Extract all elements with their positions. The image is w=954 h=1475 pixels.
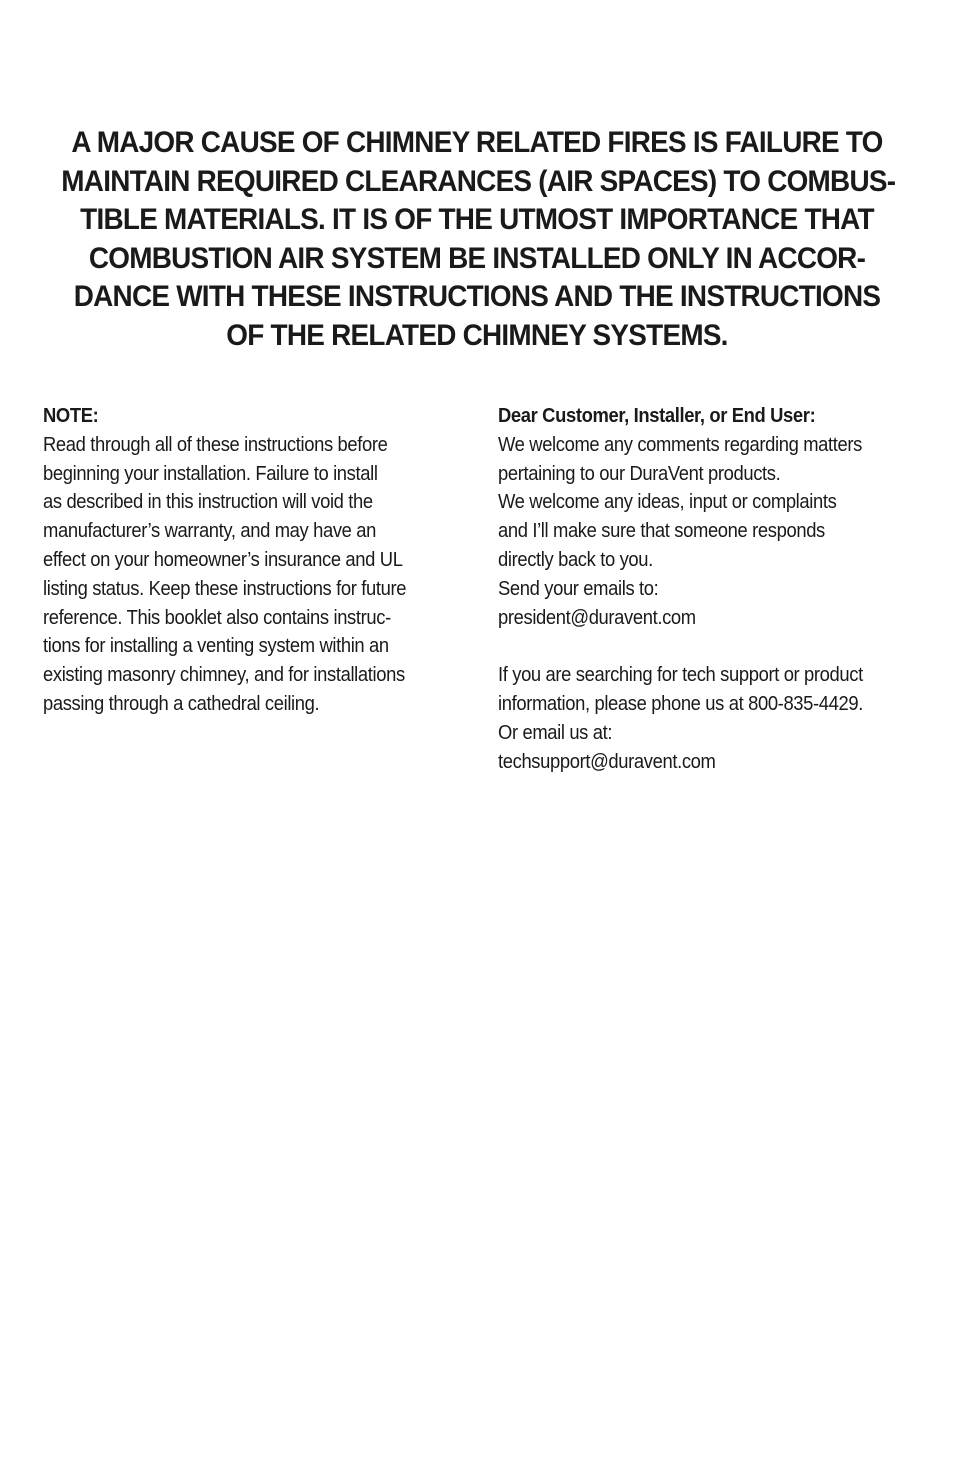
customer-line: pertaining to our DuraVent products.	[498, 462, 781, 485]
note-heading: NOTE:	[43, 405, 99, 427]
note-line: tions for installing a venting system within an	[43, 635, 389, 658]
warning-line: DANCE WITH THESE INSTRUCTIONS AND THE INSTRUCTIONS	[73, 280, 881, 313]
note-line: Read through all of these instructions before	[43, 433, 388, 456]
support-line: Or email us at:	[498, 721, 613, 744]
note-line: beginning your installation. Failure to install	[43, 462, 378, 485]
customer-line: We welcome any ideas, input or complaints	[498, 491, 837, 514]
note-line: effect on your homeowner’s insurance and UL	[43, 548, 403, 571]
note-line: existing masonry chimney, and for installations	[43, 664, 405, 687]
customer-line: and I’ll make sure that someone responds	[498, 520, 825, 543]
warning-line: MAINTAIN REQUIRED CLEARANCES (AIR SPACES) TO COMBUS-	[61, 164, 896, 198]
warning-line: A MAJOR CAUSE OF CHIMNEY RELATED FIRES IS FAILURE TO	[71, 126, 883, 159]
customer-heading: Dear Customer, Installer, or End User:	[498, 405, 816, 427]
customer-line: directly back to you.	[498, 548, 653, 571]
customer-line: We welcome any comments regarding matters	[498, 433, 862, 456]
customer-message-section	[498, 402, 912, 776]
customer-line: Send your emails to:	[498, 577, 659, 600]
warning-line: TIBLE MATERIALS. IT IS OF THE UTMOST IMPORTANCE THAT	[80, 203, 874, 236]
chimney-fire-warning	[61, 124, 896, 355]
note-line: manufacturer’s warranty, and may have an	[43, 520, 377, 543]
warning-line: OF THE RELATED CHIMNEY SYSTEMS.	[226, 318, 728, 352]
warning-line: COMBUSTION AIR SYSTEM BE INSTALLED ONLY IN ACCOR-	[88, 241, 866, 275]
note-line: passing through a cathedral ceiling.	[43, 692, 320, 715]
note-line: reference. This booklet also contains instruc-	[43, 606, 391, 629]
paragraph-spacer	[498, 632, 912, 661]
note-line: listing status. Keep these instructions for future	[43, 577, 407, 600]
note-section	[43, 402, 457, 719]
techsupport-email[interactable]: techsupport@duravent.com	[498, 750, 716, 773]
president-email[interactable]: president@duravent.com	[498, 606, 696, 629]
support-line: If you are searching for tech support or product	[498, 664, 863, 687]
note-line: as described in this instruction will void the	[43, 491, 373, 514]
support-phone-line: information, please phone us at 800-835-4429.	[498, 692, 864, 715]
